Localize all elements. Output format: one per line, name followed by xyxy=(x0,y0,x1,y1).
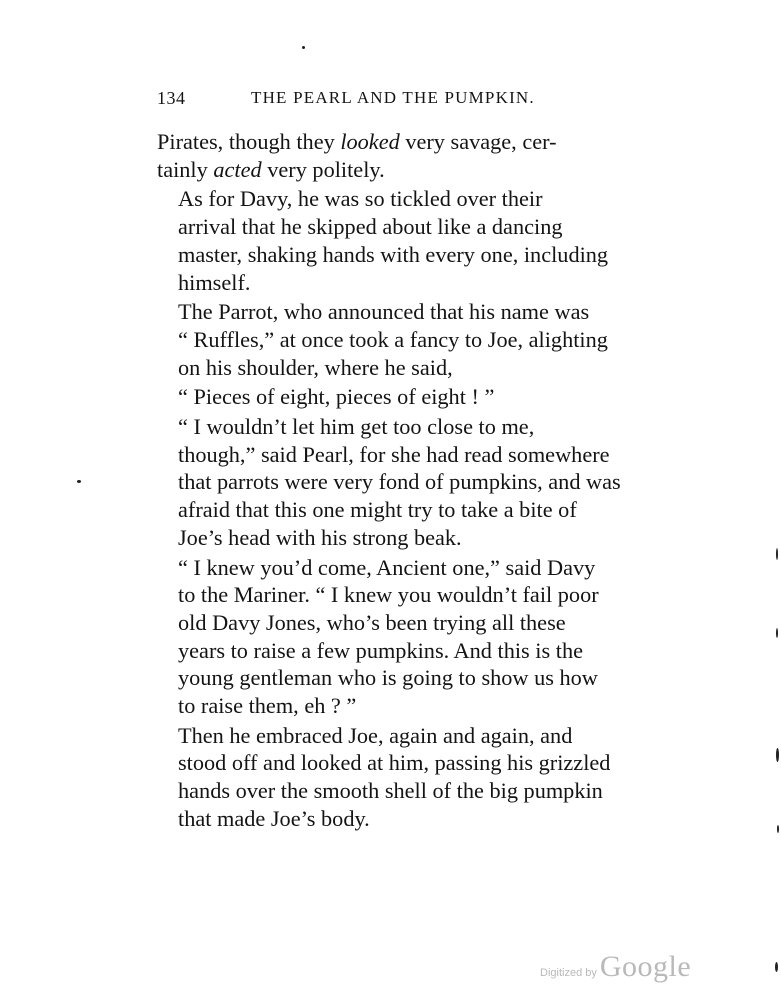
running-title: THE PEARL AND THE PUMPKIN. xyxy=(251,88,535,107)
text-line: “ I wouldn’t let him get too close to me, xyxy=(178,414,535,440)
text-line: Joe’s head with his strong beak. xyxy=(178,524,462,550)
body-text xyxy=(157,128,625,835)
scan-speck xyxy=(77,480,81,483)
scan-speck xyxy=(775,962,778,972)
text-run: Pirates, though they xyxy=(157,129,341,154)
text-line: hands over the smooth shell of the big pumpkin xyxy=(178,778,603,804)
text-line: The Parrot, who announced that his name was xyxy=(178,299,590,325)
text-line: As for Davy, he was so tickled over their xyxy=(178,186,543,212)
text-line: Then he embraced Joe, again and again, and xyxy=(178,722,573,748)
scan-speck xyxy=(776,748,779,762)
text-line: that made Joe’s body. xyxy=(178,805,370,831)
scan-speck xyxy=(776,548,778,560)
paragraph-4 xyxy=(157,383,625,411)
text-line: afraid that this one might try to take a bite of xyxy=(178,497,577,523)
italic-word-looked: looked xyxy=(340,129,400,154)
paragraph-6 xyxy=(157,554,625,720)
text-line: “ Pieces of eight, pieces of eight ! ” xyxy=(178,384,495,410)
text-line xyxy=(157,128,625,156)
text-line: “ Ruffles,” at once took a fancy to Joe, alighting xyxy=(178,326,608,352)
text-line: arrival that he skipped about like a dancing xyxy=(178,214,563,240)
text-line: on his shoulder, where he said, xyxy=(178,354,453,380)
paragraph-5 xyxy=(157,413,625,552)
digitized-by-google-watermark xyxy=(540,950,691,986)
text-line: master, shaking hands with every one, including xyxy=(178,241,609,267)
paragraph-7 xyxy=(157,722,625,833)
text-run: very savage, cer- xyxy=(399,129,557,154)
text-line xyxy=(157,156,625,184)
text-line: years to raise a few pumpkins. And this is the xyxy=(178,637,583,663)
text-line: young gentleman who is going to show us how xyxy=(178,665,598,691)
google-logo-text: Google xyxy=(599,950,692,983)
text-line: to raise them, eh ? ” xyxy=(178,693,357,719)
digitized-by-label: Digitized by xyxy=(540,967,597,979)
page-header xyxy=(157,84,625,114)
italic-word-acted: acted xyxy=(213,156,262,182)
paragraph-1 xyxy=(157,128,625,183)
paragraph-2 xyxy=(157,185,625,296)
text-line: though,” said Pearl, for she had read somewhere xyxy=(178,441,610,467)
text-run: tainly xyxy=(157,156,214,182)
text-line: old Davy Jones, who’s been trying all these xyxy=(178,609,566,635)
text-line: “ I knew you’d come, Ancient one,” said Davy xyxy=(178,554,596,580)
text-line: stood off and looked at him, passing his grizzled xyxy=(178,750,611,776)
text-line: to the Mariner. “ I knew you wouldn’t fail poor xyxy=(178,582,599,608)
text-line: that parrots were very fond of pumpkins, and was xyxy=(178,469,621,495)
text-run: very politely. xyxy=(261,156,385,182)
paragraph-3 xyxy=(157,298,625,381)
scan-speck xyxy=(302,46,305,49)
text-line: himself. xyxy=(178,269,251,295)
scan-speck xyxy=(776,628,778,638)
page-number: 134 xyxy=(157,88,186,108)
scan-speck xyxy=(777,825,779,833)
